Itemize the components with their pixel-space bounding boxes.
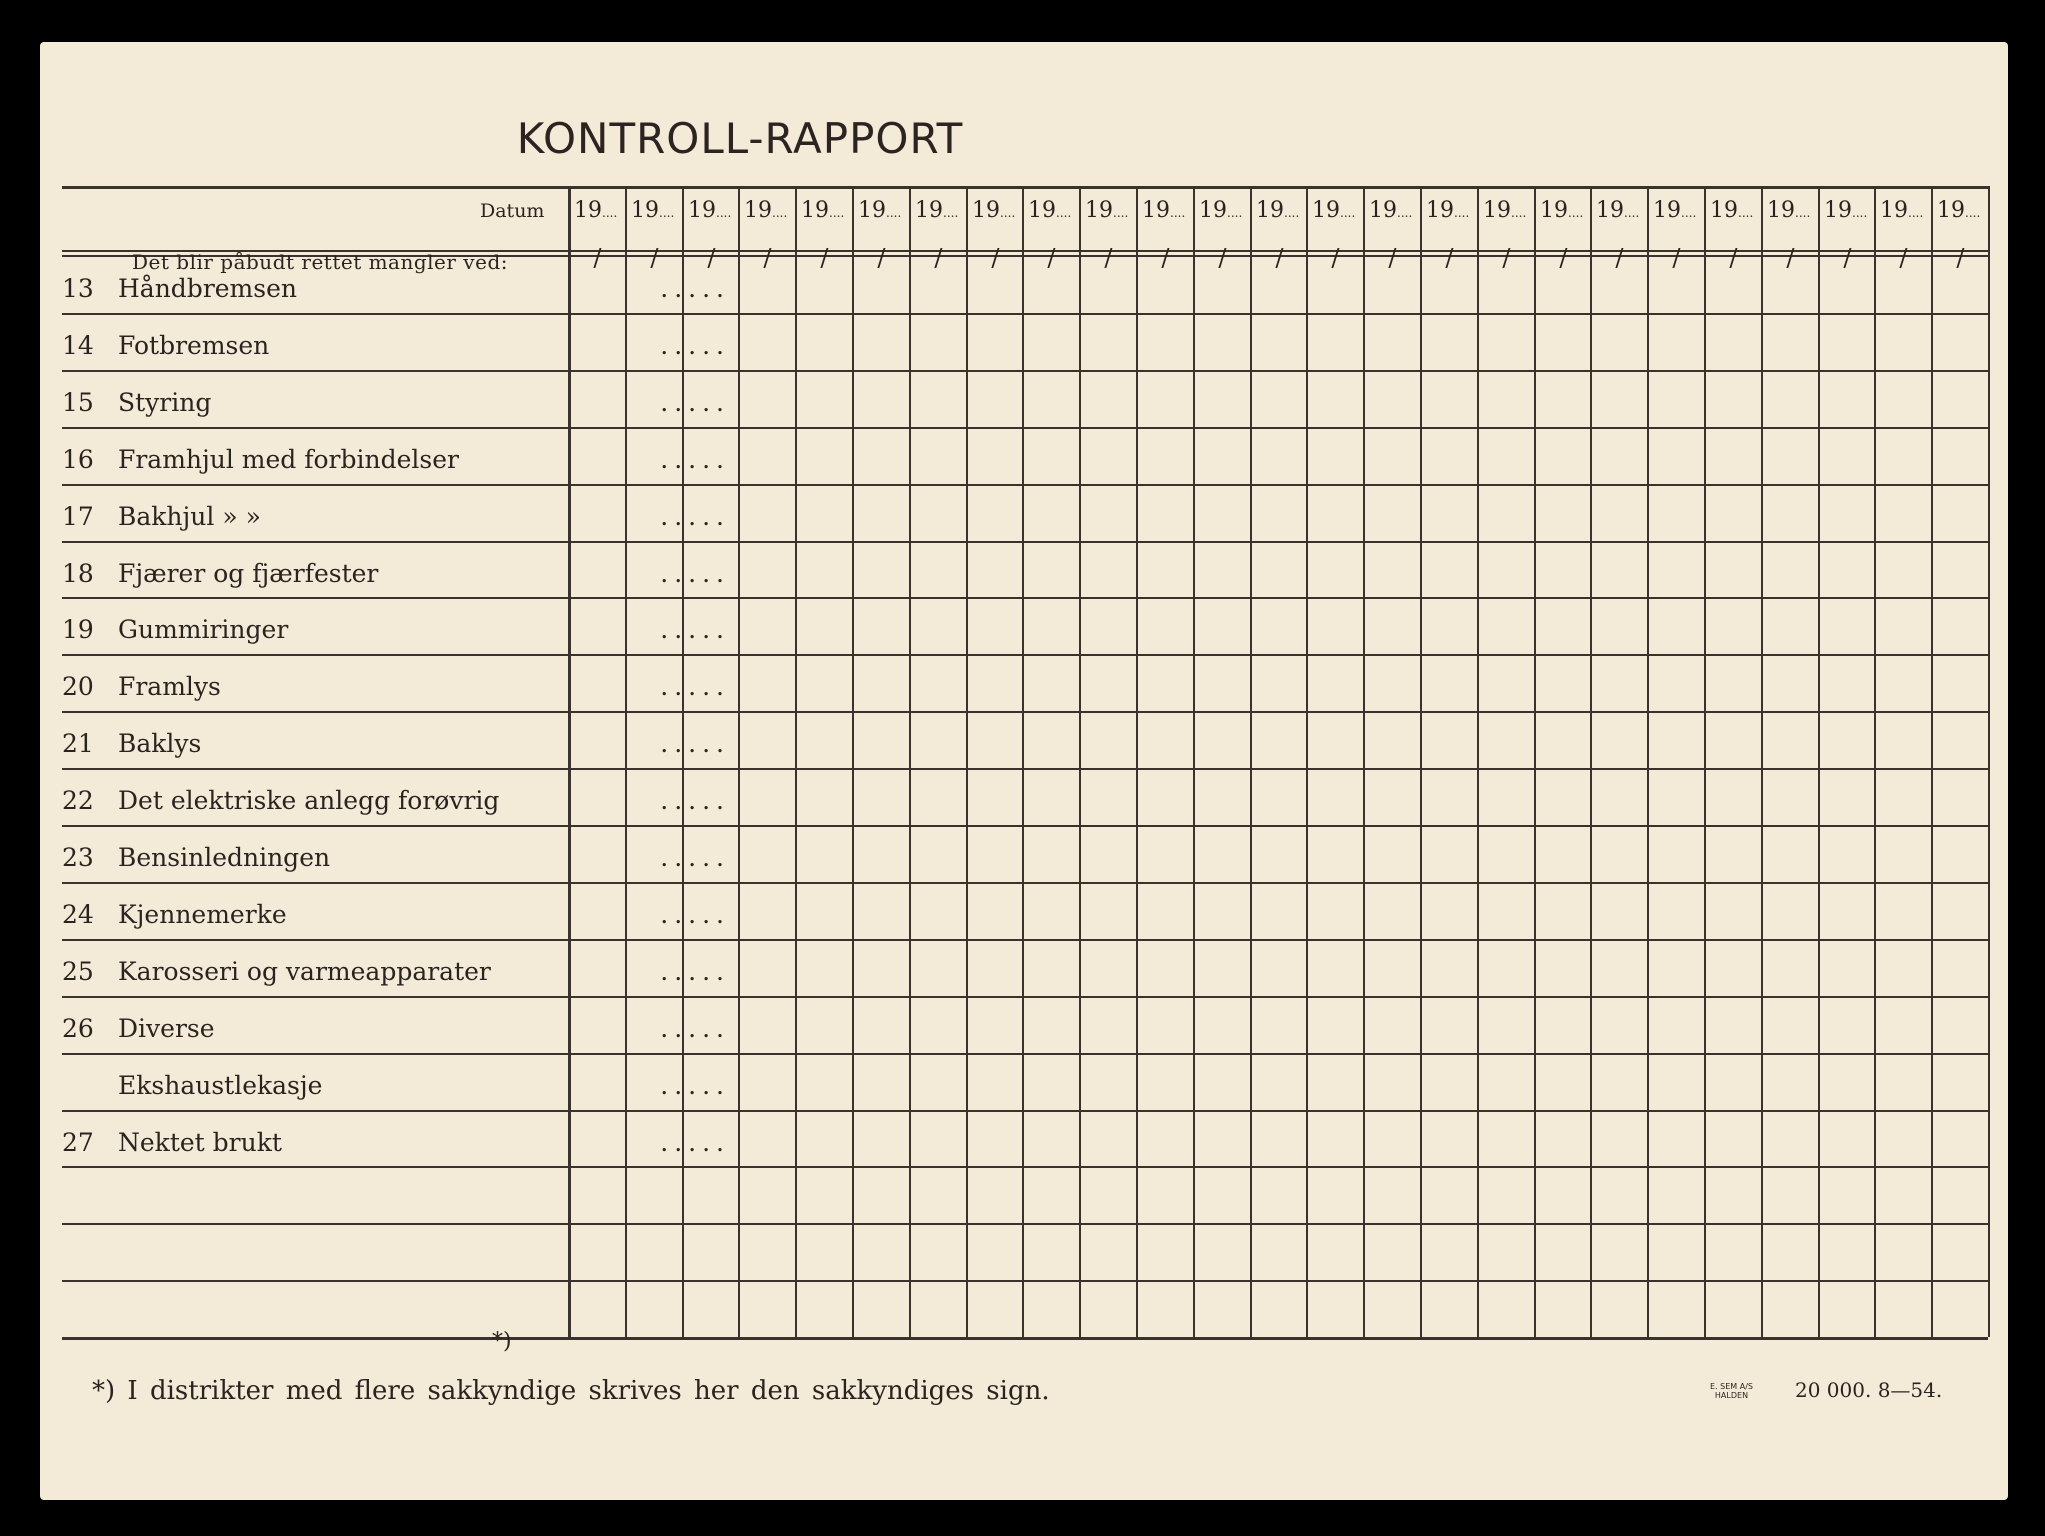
row-number: 20 xyxy=(62,672,94,701)
date-column-rule xyxy=(1136,186,1138,1337)
row-number: 22 xyxy=(62,786,94,815)
leader-dots: ..... xyxy=(660,786,730,815)
row-rule xyxy=(62,996,1988,998)
year-dots: .... xyxy=(1965,206,1981,220)
year-prefix xyxy=(858,198,901,223)
year-prefix-text: 19 xyxy=(1483,198,1511,223)
date-separator: / xyxy=(1956,244,1965,272)
year-dots: .... xyxy=(1454,206,1470,220)
date-separator: / xyxy=(1047,244,1056,272)
year-prefix-text: 19 xyxy=(1199,198,1227,223)
row-number: 18 xyxy=(62,559,94,588)
date-column-rule xyxy=(1363,186,1365,1337)
date-separator: / xyxy=(1445,244,1454,272)
year-prefix xyxy=(1312,198,1355,223)
year-prefix xyxy=(972,198,1015,223)
date-separator: / xyxy=(1502,244,1511,272)
row-label: Håndbremsen xyxy=(118,274,297,303)
date-separator: / xyxy=(1615,244,1624,272)
year-dots: .... xyxy=(1340,206,1356,220)
year-prefix-text: 19 xyxy=(1596,198,1624,223)
date-column-rule xyxy=(1704,186,1706,1337)
row-rule xyxy=(62,654,1988,656)
year-dots: .... xyxy=(886,206,902,220)
date-column-rule xyxy=(738,186,740,1337)
year-dots: .... xyxy=(829,206,845,220)
row-label: Styring xyxy=(118,388,212,417)
right-edge-rule xyxy=(1988,206,1989,1337)
row-rule xyxy=(62,1280,1988,1282)
leader-dots: ..... xyxy=(660,445,730,474)
year-prefix-text: 19 xyxy=(631,198,659,223)
date-column-rule xyxy=(1250,186,1252,1337)
date-separator: / xyxy=(1218,244,1227,272)
date-column-rule xyxy=(1931,186,1933,1337)
year-prefix-text: 19 xyxy=(858,198,886,223)
year-prefix xyxy=(801,198,844,223)
year-prefix-text: 19 xyxy=(574,198,602,223)
datum-label: Datum xyxy=(480,200,545,222)
print-code: 20 000. 8—54. xyxy=(1795,1378,1943,1402)
year-prefix-text: 19 xyxy=(744,198,772,223)
date-column-rule xyxy=(1477,186,1479,1337)
row-number: 25 xyxy=(62,957,94,986)
year-dots: .... xyxy=(659,206,675,220)
page-title: KONTROLL-RAPPORT xyxy=(516,114,964,163)
row-rule xyxy=(62,1053,1988,1055)
row-rule xyxy=(62,313,1988,315)
row-label: Bensinledningen xyxy=(118,843,331,872)
date-separator: / xyxy=(650,244,659,272)
leader-dots: ..... xyxy=(660,388,730,417)
date-separator: / xyxy=(820,244,829,272)
leader-dots: ..... xyxy=(660,1128,730,1157)
year-prefix xyxy=(1028,198,1071,223)
date-column-rule xyxy=(1022,186,1024,1337)
date-column-rule xyxy=(909,186,911,1337)
row-number: 26 xyxy=(62,1014,94,1043)
date-separator: / xyxy=(1388,244,1397,272)
date-separator: / xyxy=(593,244,602,272)
row-label: Framlys xyxy=(118,672,221,701)
year-prefix-text: 19 xyxy=(1312,198,1340,223)
date-column-rule xyxy=(1534,186,1536,1337)
date-column-rule xyxy=(1590,186,1592,1337)
year-prefix xyxy=(1540,198,1583,223)
row-label: Gummiringer xyxy=(118,615,289,644)
row-rule xyxy=(62,939,1988,941)
year-prefix xyxy=(1199,198,1242,223)
date-separator: / xyxy=(1275,244,1284,272)
year-dots: .... xyxy=(1284,206,1300,220)
year-prefix-text: 19 xyxy=(688,198,716,223)
year-prefix-text: 19 xyxy=(1937,198,1965,223)
year-prefix-text: 19 xyxy=(915,198,943,223)
year-prefix xyxy=(915,198,958,223)
date-separator: / xyxy=(1331,244,1340,272)
year-prefix xyxy=(1653,198,1696,223)
row-rule xyxy=(62,427,1988,429)
leader-dots: ..... xyxy=(660,615,730,644)
year-prefix-text: 19 xyxy=(1028,198,1056,223)
leader-dots: ..... xyxy=(660,331,730,360)
date-column-rule xyxy=(1420,186,1422,1337)
row-rule xyxy=(62,711,1988,713)
date-column-rule xyxy=(795,186,797,1337)
year-dots: .... xyxy=(1795,206,1811,220)
year-dots: .... xyxy=(1056,206,1072,220)
top-rule xyxy=(62,186,1988,189)
year-dots: .... xyxy=(943,206,959,220)
year-prefix xyxy=(574,198,617,223)
date-separator: / xyxy=(1559,244,1568,272)
year-prefix xyxy=(1142,198,1185,223)
year-prefix xyxy=(1880,198,1923,223)
year-prefix-text: 19 xyxy=(1824,198,1852,223)
row-rule xyxy=(62,768,1988,770)
date-separator: / xyxy=(1672,244,1681,272)
year-prefix xyxy=(1256,198,1299,223)
date-separator: / xyxy=(1161,244,1170,272)
year-prefix-text: 19 xyxy=(972,198,1000,223)
row-rule xyxy=(62,1223,1988,1225)
date-column-rule xyxy=(1647,186,1649,1337)
year-prefix-text: 19 xyxy=(1369,198,1397,223)
date-separator: / xyxy=(1843,244,1852,272)
row-rule xyxy=(62,882,1988,884)
leader-dots: ..... xyxy=(660,672,730,701)
year-dots: .... xyxy=(1568,206,1584,220)
date-column-rule xyxy=(1193,186,1195,1337)
row-number: 13 xyxy=(62,274,94,303)
date-separator: / xyxy=(934,244,943,272)
row-rule xyxy=(62,597,1988,599)
printer-line-1: E. SEM A/S xyxy=(1710,1382,1753,1391)
year-prefix xyxy=(1596,198,1639,223)
leader-dots: ..... xyxy=(660,274,730,303)
year-dots: .... xyxy=(1511,206,1527,220)
year-prefix-text: 19 xyxy=(1426,198,1454,223)
inspection-card xyxy=(40,42,2008,1500)
leader-dots: ..... xyxy=(660,957,730,986)
row-number: 16 xyxy=(62,445,94,474)
year-prefix-text: 19 xyxy=(1710,198,1738,223)
leader-dots: ..... xyxy=(660,843,730,872)
year-dots: .... xyxy=(1227,206,1243,220)
printer-line-2: HALDEN xyxy=(1714,1391,1749,1400)
row-number: 14 xyxy=(62,331,94,360)
leader-dots: ..... xyxy=(660,729,730,758)
year-dots: .... xyxy=(1000,206,1016,220)
row-rule xyxy=(62,484,1988,486)
printer-mark xyxy=(1710,1382,1753,1400)
date-separator: / xyxy=(877,244,886,272)
leader-dots: ..... xyxy=(660,900,730,929)
year-prefix xyxy=(1710,198,1753,223)
date-separator: / xyxy=(763,244,772,272)
year-prefix xyxy=(1426,198,1469,223)
row-rule xyxy=(62,1110,1988,1112)
date-separator: / xyxy=(991,244,1000,272)
row-label: Bakhjul » » xyxy=(118,502,261,531)
row-label: Diverse xyxy=(118,1014,215,1043)
date-column-rule xyxy=(1761,186,1763,1337)
row-number: 21 xyxy=(62,729,94,758)
year-dots: .... xyxy=(1113,206,1129,220)
row-label: Det elektriske anlegg forøvrig xyxy=(118,786,500,815)
year-prefix xyxy=(1937,198,1980,223)
row-rule xyxy=(62,1337,1988,1340)
date-separator: / xyxy=(1729,244,1738,272)
year-dots: .... xyxy=(1681,206,1697,220)
row-number: 15 xyxy=(62,388,94,417)
date-separator: / xyxy=(1786,244,1795,272)
year-prefix xyxy=(688,198,731,223)
year-prefix xyxy=(744,198,787,223)
leader-dots: ..... xyxy=(660,502,730,531)
date-column-rule xyxy=(1306,186,1308,1337)
leader-dots: ..... xyxy=(660,1071,730,1100)
year-prefix xyxy=(1824,198,1867,223)
row-label: Kjennemerke xyxy=(118,900,287,929)
year-dots: .... xyxy=(1738,206,1754,220)
year-prefix-text: 19 xyxy=(1880,198,1908,223)
year-prefix xyxy=(1767,198,1810,223)
year-dots: .... xyxy=(1852,206,1868,220)
date-column-rule xyxy=(1818,186,1820,1337)
year-prefix-text: 19 xyxy=(1256,198,1284,223)
date-column-rule xyxy=(1874,186,1876,1337)
defects-label: Det blir påbudt rettet mangler ved: xyxy=(132,250,508,274)
year-dots: .... xyxy=(1397,206,1413,220)
year-prefix-text: 19 xyxy=(1767,198,1795,223)
year-dots: .... xyxy=(1624,206,1640,220)
year-prefix xyxy=(1483,198,1526,223)
row-rule xyxy=(62,370,1988,372)
date-column-rule xyxy=(966,186,968,1337)
year-dots: .... xyxy=(716,206,732,220)
year-prefix xyxy=(631,198,674,223)
year-prefix-text: 19 xyxy=(801,198,829,223)
date-column-rule xyxy=(852,186,854,1337)
year-dots: .... xyxy=(602,206,618,220)
leader-dots: ..... xyxy=(660,1014,730,1043)
date-separator: / xyxy=(1899,244,1908,272)
year-prefix-text: 19 xyxy=(1540,198,1568,223)
year-prefix-text: 19 xyxy=(1085,198,1113,223)
row-label: Ekshaustlekasje xyxy=(118,1071,323,1100)
row-number: 27 xyxy=(62,1128,94,1157)
row-rule xyxy=(62,1166,1988,1168)
signature-marker: *) xyxy=(492,1329,512,1354)
year-prefix-text: 19 xyxy=(1653,198,1681,223)
row-label: Fotbremsen xyxy=(118,331,270,360)
year-prefix xyxy=(1369,198,1412,223)
row-label: Framhjul med forbindelser xyxy=(118,445,459,474)
date-separator: / xyxy=(707,244,716,272)
year-prefix-text: 19 xyxy=(1142,198,1170,223)
row-label: Baklys xyxy=(118,729,202,758)
row-label: Nektet brukt xyxy=(118,1128,282,1157)
footnote: *) I distrikter med flere sakkyndige skrives her den sakkyndiges sign. xyxy=(92,1376,1050,1406)
row-number: 17 xyxy=(62,502,94,531)
date-column-rule xyxy=(1079,186,1081,1337)
row-number: 23 xyxy=(62,843,94,872)
year-dots: .... xyxy=(1170,206,1186,220)
row-label: Fjærer og fjærfester xyxy=(118,559,379,588)
year-dots: .... xyxy=(1908,206,1924,220)
row-number: 19 xyxy=(62,615,94,644)
row-label: Karosseri og varmeapparater xyxy=(118,957,491,986)
row-rule xyxy=(62,541,1988,543)
year-dots: .... xyxy=(772,206,788,220)
date-separator: / xyxy=(1104,244,1113,272)
year-prefix xyxy=(1085,198,1128,223)
row-number: 24 xyxy=(62,900,94,929)
leader-dots: ..... xyxy=(660,559,730,588)
row-rule xyxy=(62,825,1988,827)
